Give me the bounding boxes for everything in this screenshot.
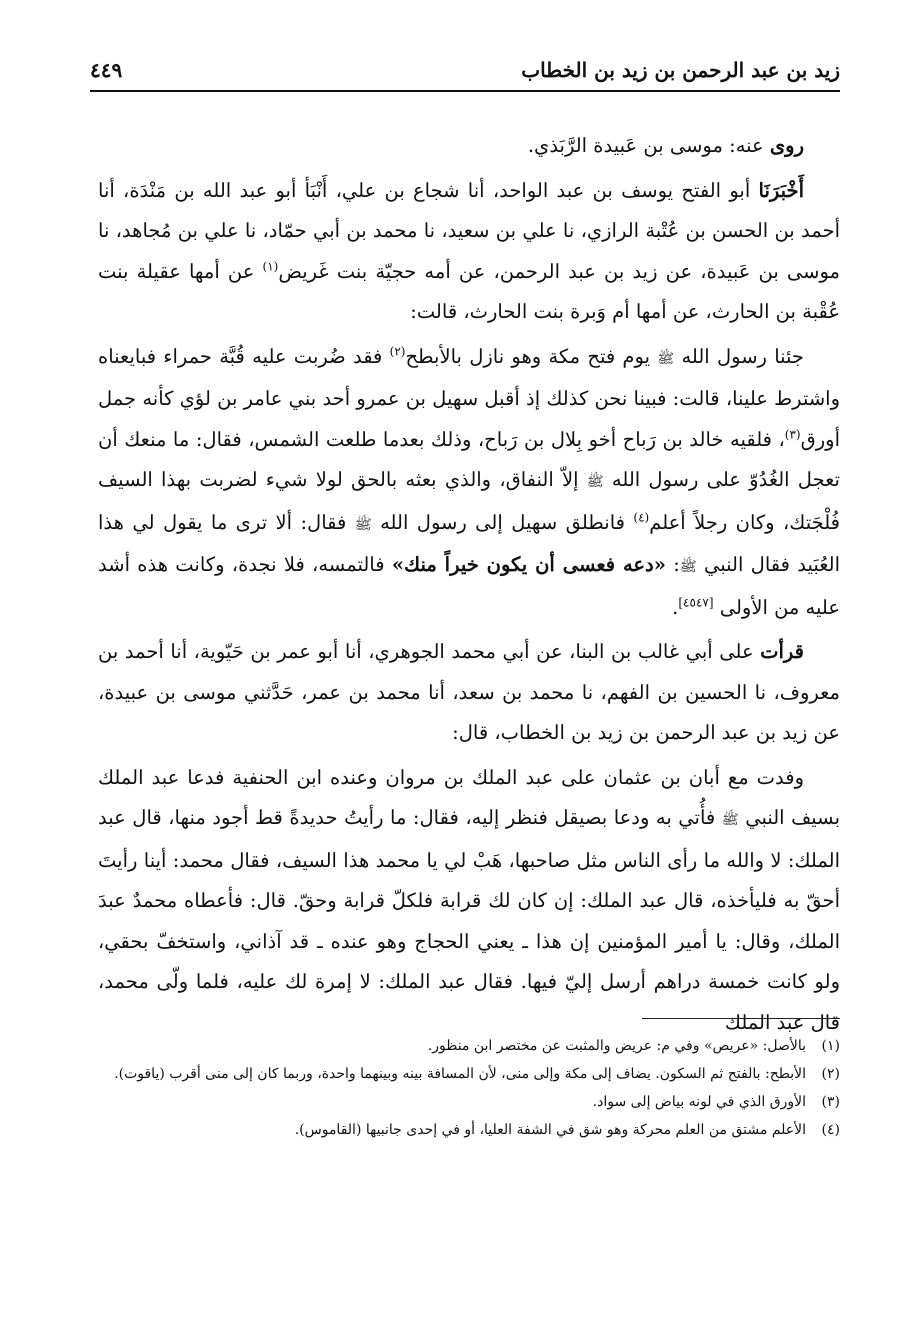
salawat-glyph: ﷺ: [586, 474, 604, 490]
prophetic-quote: «دعه فعسى أن يكون خيراً منك»: [391, 553, 666, 576]
paragraph-text: يوم فتح مكة وهو نازل بالأبطح: [405, 344, 658, 368]
footnote-ref-1[interactable]: (١): [262, 259, 279, 273]
paragraph-hadith-2: [98, 758, 840, 1044]
keyword-qaraat: قرأت: [760, 640, 804, 663]
salawat-glyph: ﷺ: [679, 559, 697, 575]
footnote-text: الأعلم مشتق من العلم محركة وهو شق في الشفة العليا، أو في إحدى جانبيها (القاموس).: [294, 1122, 806, 1138]
paragraph-text: فانطلق سهيل إلى رسول الله: [371, 510, 634, 534]
footnote-text: بالأصل: «عريص» وفي م: عريض والمثبت عن مختصر ابن منظور.: [427, 1038, 806, 1054]
paragraph-riwaya: [98, 126, 840, 167]
paragraph-isnad-1: [98, 171, 840, 333]
salawat-glyph: ﷺ: [354, 516, 372, 533]
footnote-text: الأبطح: بالفتح ثم السكون. يضاف إلى مكة وإلى منى، لأن المسافة بينه وبينهما واحدة، وربما كان إلى منى أقرب (ياقوت).: [114, 1066, 806, 1082]
paragraph-isnad-2: [98, 632, 840, 754]
footnote-number: (٢): [821, 1066, 840, 1082]
footnote-ref-2[interactable]: (٢): [389, 344, 406, 358]
paragraph-text: عن أمها عقيلة بنت عُقْبة بن الحارث، عن أمها أم وَبرة بنت الحارث، قالت:: [98, 259, 840, 323]
paragraph-text: فقد ضُربت عليه قُبَّة حمراء فبايعناه واشترط علينا، قالت: فبينا نحن كذلك إذ أقبل سهيل بن عمرو أحد بني عامر بن لؤي كأنه جمل أورق: [98, 344, 840, 451]
salawat-glyph: ﷺ: [721, 812, 739, 828]
paragraph-text: فأُتي به ودعا بصيقل فنظر إليه، فقال: ما رأيتُ حديدةً قط أجود منها، قال عبد الملك: لا والله ما رأى الناس مثل صاحبها، هَبْ لي يا محمد هذا السيف، فقال محمد: أينا رأيتَ أحقّ به فليأخذه، قال عبد الملك: إن كان لك قرابة فلكلّ قرابة وحقّ. قال: فأعطاه محمدٌ عبدَ الملك، وقال: يا أمير المؤمنين إن هذا ـ يعني الحجاج وهو عنده ـ قد آذاني، واستخفّ بحقي، ولو كانت خمسة دراهم أرسل إليّ فيها. فقال عبد الملك: لا إمرة لك عليه، فلما ولّى محمد، قال عبد الملك: [98, 806, 840, 1034]
footnote-3: [98, 1088, 840, 1116]
page-header: [90, 52, 840, 92]
footnote-ref-4[interactable]: (٤): [633, 510, 650, 524]
footnote-text: الأورق الذي في لونه بياض إلى سواد.: [592, 1094, 806, 1110]
paragraph-text: ، فلقيه خالد بن رَباح أخو بِلال بن رَباح، وذلك بعدما طلعت الشمس، فقال: ما منعك أن تعجل الغُدُوّ على رسول الله: [98, 427, 840, 491]
footnote-ref-3[interactable]: (٣): [784, 427, 801, 441]
salawat-glyph: ﷺ: [657, 350, 675, 367]
footnote-number: (٤): [821, 1122, 840, 1138]
footnote-1: [98, 1032, 840, 1060]
footnote-number: (١): [821, 1038, 840, 1054]
hadith-number: [٤٥٤٧]: [678, 595, 714, 609]
page-number: ٤٤٩: [90, 58, 123, 82]
paragraph-hadith-1: [98, 337, 840, 629]
paragraph-text: فالتمسه، فلا نجدة، وكانت هذه أشد عليه من الأولى: [98, 553, 840, 619]
footnotes: [98, 1032, 840, 1144]
paragraph-text: على أبي غالب بن البنا، عن أبي محمد الجوهري، أنا أبو عمر بن حَيّوية، أنا أحمد بن معروف، نا الحسين بن الفهم، نا محمد بن سعد، أنا محمد بن عمر، حَدَّثني موسى بن عبيدة، عن زيد بن عبد الرحمن بن زيد بن الخطاب، قال:: [98, 640, 840, 744]
paragraph-text: فقال: ألا ترى ما يقول لي هذا العُبَيد فقال النبي: [98, 510, 841, 576]
paragraph-text: أبو الفتح يوسف بن عبد الواحد، أنا شجاع بن علي، أَنْبَأ أبو عبد الله بن مَنْدَة، أنا أحمد بن الحسن بن عُتْبة الرازي، نا علي بن سعيد، نا محمد بن أبي حمّاد، نا علي بن مُجاهد، نا موسى بن عَبيدة، عن زيد بن عبد الرحمن، عن أمه حجيّة بنت غَريض: [98, 178, 840, 283]
paragraph-text: عنه: موسى بن عَبيدة الرَّبَذي.: [527, 134, 770, 157]
paragraph-text: :: [665, 553, 680, 576]
header-rule: [90, 90, 840, 92]
footnote-number: (٣): [821, 1094, 840, 1110]
paragraph-text: إلاّ النفاق، والذي بعثه بالحق لولا شيء لضربت بهذا السيف فُلْجَتك، وكان رجلاً أعلم: [98, 468, 840, 534]
main-text: [98, 126, 840, 1043]
keyword-akhbarana: أَخْبَرَنَا: [758, 178, 804, 202]
keyword-rawa: روى: [769, 134, 804, 157]
footnote-separator: [642, 1018, 840, 1019]
footnote-4: [98, 1116, 840, 1144]
paragraph-text: .: [672, 595, 679, 619]
paragraph-text: وفدت مع أبان بن عثمان على عبد الملك بن مروان وعنده ابن الحنفية فدعا عبد الملك بسيف النبي: [98, 765, 841, 829]
footnote-2: [98, 1060, 840, 1088]
paragraph-text: جئنا رسول الله: [674, 344, 804, 368]
running-title: زيد بن عبد الرحمن بن زيد بن الخطاب: [521, 58, 840, 82]
